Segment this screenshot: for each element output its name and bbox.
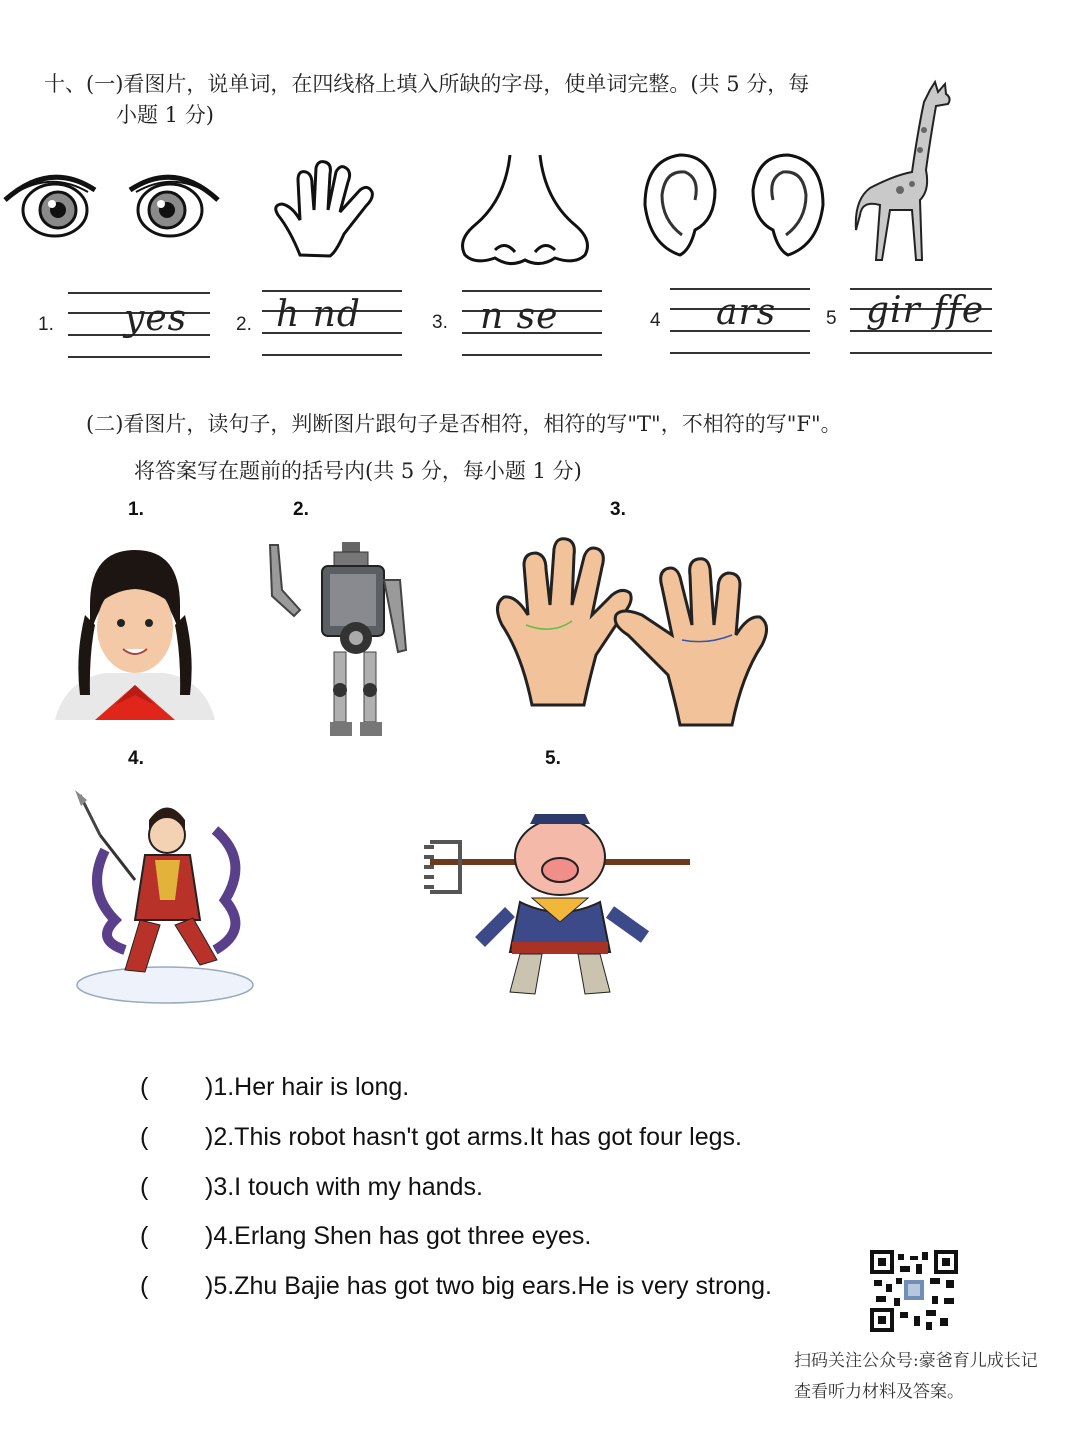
qr-code[interactable]	[870, 1250, 958, 1332]
sentence-5: )5.Zhu Bajie has got two big ears.He is very strong.	[205, 1272, 772, 1300]
four-line-grid-3	[462, 290, 602, 356]
picture-number-2: 2.	[293, 499, 309, 520]
part1-title-line2: 小题 1 分)	[116, 103, 214, 127]
erlang-shen-picture	[75, 790, 255, 1005]
qr-caption-line2: 查看听力材料及答案。	[794, 1382, 964, 1402]
hands-picture	[492, 535, 772, 735]
sentence-3: )3.I touch with my hands.	[205, 1173, 483, 1201]
written-word-4: ars	[716, 292, 777, 333]
part1-title-line1: 十、(一)看图片，说单词，在四线格上填入所缺的字母，使单词完整。(共 5 分，每	[44, 72, 810, 96]
qr-caption-line1: 扫码关注公众号:豪爸育儿成长记	[794, 1351, 1038, 1371]
picture-number-3: 3.	[610, 499, 626, 520]
item-number-5: 5	[826, 308, 837, 329]
eyes-picture	[0, 160, 225, 250]
four-line-grid-1	[68, 292, 210, 358]
picture-number-1: 1.	[128, 499, 144, 520]
giraffe-picture	[850, 80, 960, 270]
item-number-2: 2.	[236, 314, 252, 335]
girl-picture	[55, 545, 215, 720]
ears-picture	[640, 150, 830, 265]
written-word-5: gir ffe	[866, 290, 985, 331]
item-number-1: 1.	[38, 314, 54, 335]
hand-picture	[270, 160, 390, 260]
four-line-grid-2	[262, 290, 402, 356]
four-line-grid-5	[850, 288, 992, 354]
written-word-3: n se	[480, 296, 559, 337]
four-line-grid-4	[670, 288, 810, 354]
sentence-2: )2.This robot hasn't got arms.It has got four legs.	[205, 1123, 742, 1151]
answer-paren-3[interactable]: (	[140, 1173, 149, 1201]
sentence-1: )1.Her hair is long.	[205, 1073, 410, 1101]
zhu-bajie-picture	[420, 812, 695, 1010]
item-number-4: 4	[650, 310, 661, 331]
answer-paren-4[interactable]: (	[140, 1222, 149, 1250]
robot-picture	[260, 540, 415, 750]
written-word-1: yes	[124, 298, 188, 339]
item-number-3: 3.	[432, 312, 448, 333]
answer-paren-5[interactable]: (	[140, 1272, 149, 1300]
answer-paren-2[interactable]: (	[140, 1123, 149, 1151]
written-word-2: h nd	[276, 294, 361, 335]
picture-number-4: 4.	[128, 748, 144, 769]
nose-picture	[455, 150, 595, 270]
answer-paren-1[interactable]: (	[140, 1073, 149, 1101]
part2-title-line1: (二)看图片，读句子，判断图片跟句子是否相符，相符的写"T"，不相符的写"F"。	[86, 412, 842, 436]
part2-title-line2: 将答案写在题前的括号内(共 5 分，每小题 1 分)	[134, 459, 582, 483]
sentence-4: )4.Erlang Shen has got three eyes.	[205, 1222, 592, 1250]
picture-number-5: 5.	[545, 748, 561, 769]
